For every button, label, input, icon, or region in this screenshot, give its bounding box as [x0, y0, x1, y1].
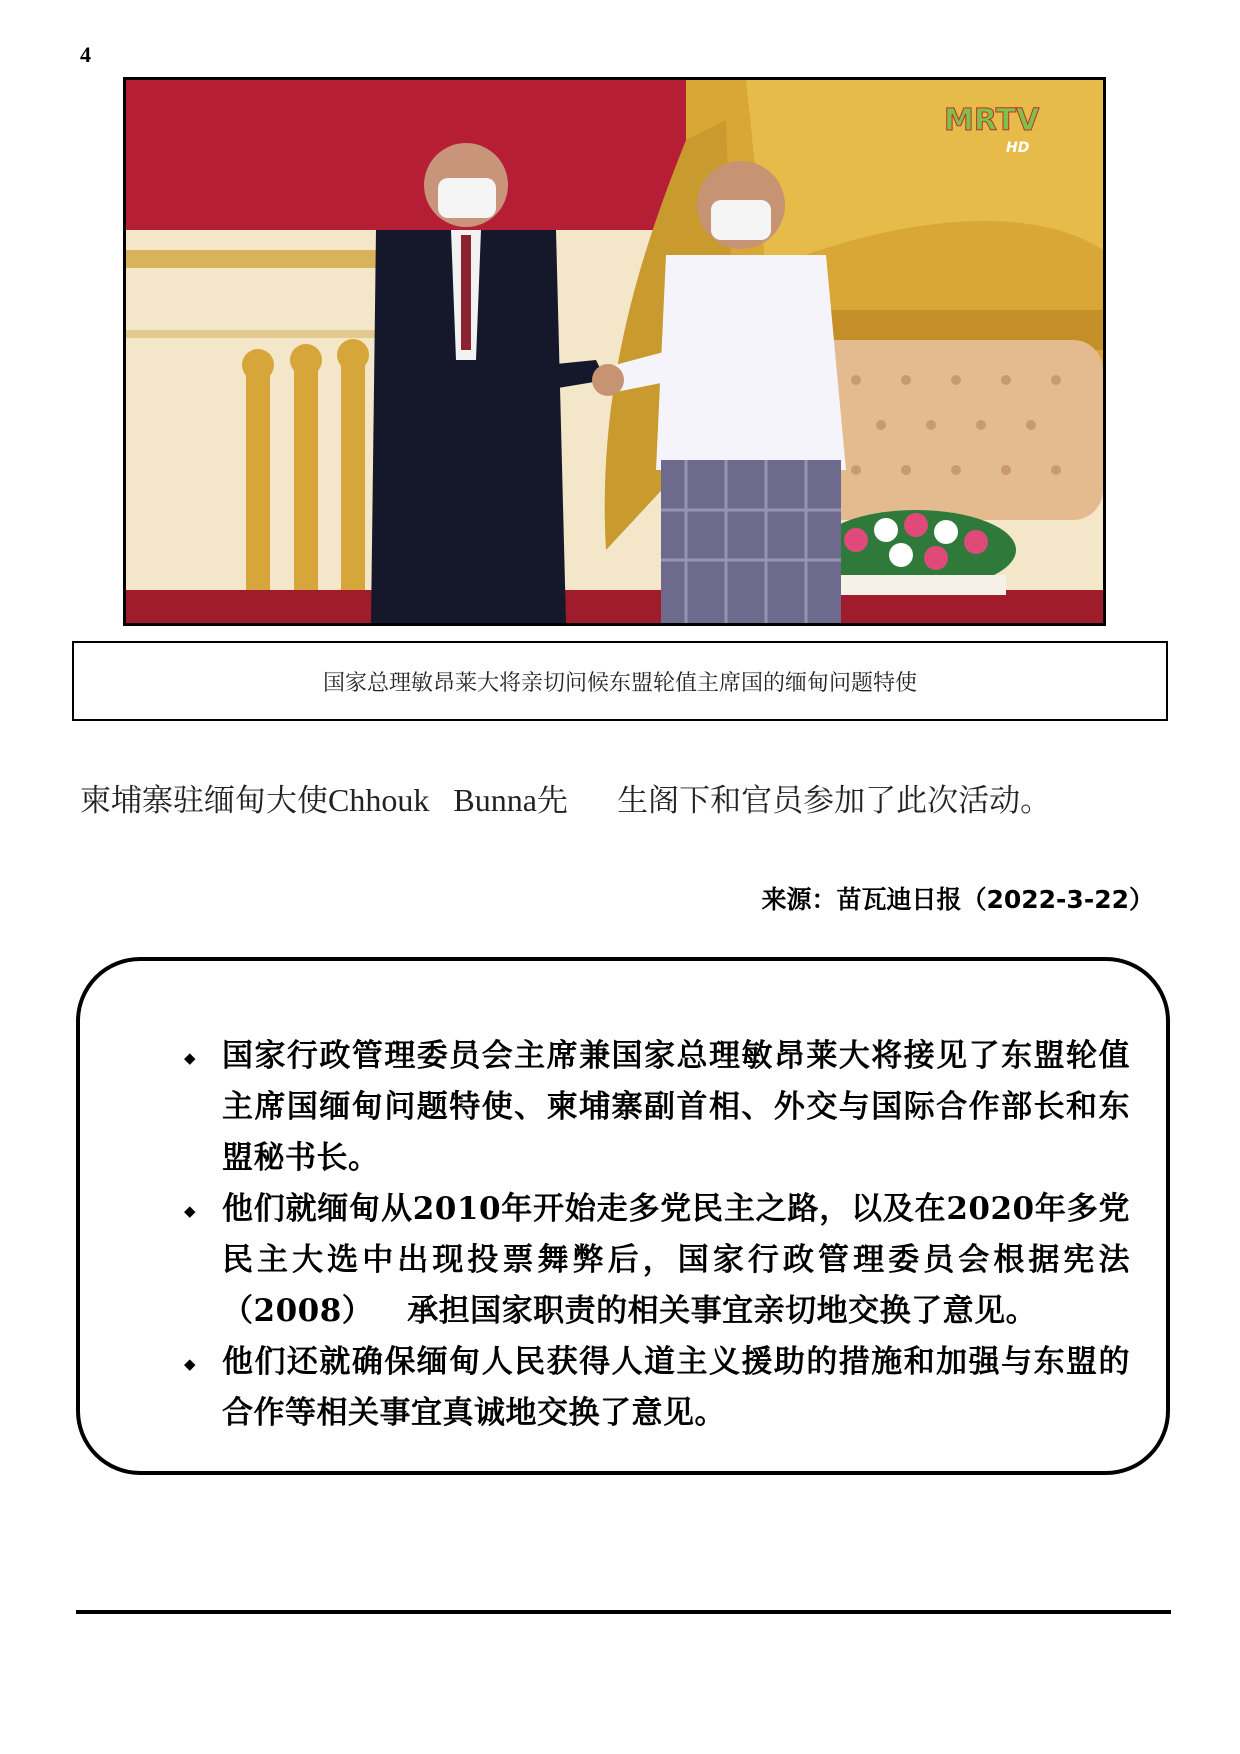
photo-caption: [72, 641, 1168, 721]
summary-item-text: 国家行政管理委员会主席兼国家总理敏昂莱大将接见了东盟轮值主席国缅甸问题特使、柬埔寨副首相、外交与国际合作部长和东盟秘书长。: [222, 1038, 1130, 1176]
mrtv-logo: MRTV: [944, 103, 1040, 138]
photo-caption-text: 国家总理敏昂莱大将亲切问候东盟轮值主席国的缅甸问题特使: [322, 670, 917, 696]
summary-item: [110, 1031, 1130, 1184]
summary-box: [76, 957, 1170, 1475]
attendance-text-before: 柬埔寨驻缅甸大使: [80, 783, 328, 819]
diamond-bullet-icon: ◆: [184, 1355, 196, 1373]
summary-list: [110, 1031, 1130, 1439]
summary-item-text: 他们就缅甸从2010年开始走多党民主之路，以及在2020年多党民主大选中出现投票舞弊后，国家行政管理委员会根据宪法（2008） 承担国家职责的相关事宜亲切地交换了意见。: [222, 1191, 1130, 1329]
footer-rule: [76, 1610, 1171, 1614]
attendance-text-after: 先 生阁下和官员参加了此次活动。: [536, 783, 1052, 819]
meeting-photo-illustration: [126, 80, 1103, 623]
summary-item: [110, 1184, 1130, 1337]
news-photo: [123, 77, 1106, 626]
page-number: 4: [80, 42, 91, 67]
ambassador-name: Chhouk Bunna: [328, 782, 537, 818]
diamond-bullet-icon: ◆: [184, 1049, 196, 1067]
mrtv-hd-label: HD: [1006, 140, 1030, 156]
source-citation: 来源：苗瓦迪日报（2022-3-22）: [761, 885, 1154, 914]
summary-item-text: 他们还就确保缅甸人民获得人道主义援助的措施和加强与东盟的合作等相关事宜真诚地交换了意见。: [222, 1344, 1130, 1431]
diamond-bullet-icon: ◆: [184, 1202, 196, 1220]
summary-item: [110, 1337, 1130, 1439]
attendance-paragraph: [80, 775, 1180, 820]
